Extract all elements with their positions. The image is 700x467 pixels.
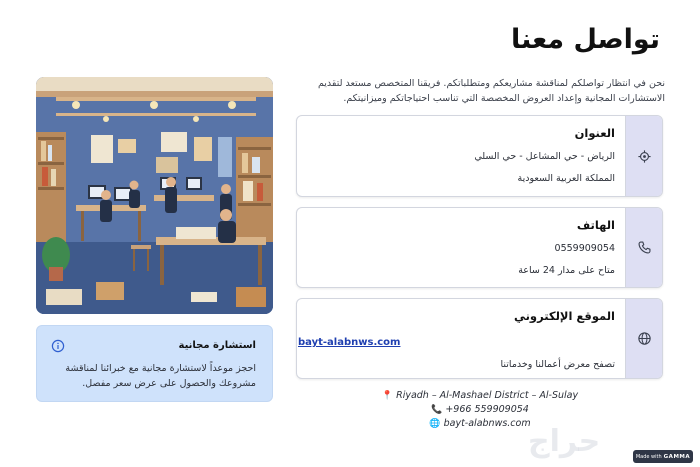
footer-address-line	[380, 389, 580, 403]
made-with-gamma-badge[interactable]	[633, 450, 693, 463]
address-line-1: الرياض - حي المشاعل - حي السلي	[474, 151, 615, 162]
badge-brand: GAMMA	[663, 453, 691, 460]
footer-phone-line	[380, 403, 580, 417]
address-title: العنوان	[574, 126, 615, 140]
consultation-title: استشارة مجانية	[178, 339, 256, 351]
footer-phone[interactable]: +966 559909054	[445, 404, 529, 415]
footer-address: Riyadh – Al-Mashael District – Al-Sulay	[396, 390, 579, 401]
phone-icon	[625, 208, 662, 287]
telephone-icon: 📞	[431, 405, 443, 415]
badge-prefix: Made with	[635, 453, 662, 460]
phone-availability: متاح على مدار 24 ساعة	[518, 265, 615, 276]
website-card	[296, 298, 663, 379]
phone-title: الهاتف	[576, 218, 615, 232]
phone-card	[296, 207, 663, 288]
location-icon	[625, 116, 662, 196]
globe-icon	[625, 299, 662, 378]
haraj-watermark: حراج	[528, 424, 601, 459]
consultation-text: احجز موعداً لاستشارة مجانية مع خبرائنا لمناقشة مشروعك والحصول على عرض سعر مفصل.	[65, 363, 256, 389]
workshop-illustration	[36, 77, 273, 314]
address-card	[296, 115, 663, 197]
free-consultation-box	[36, 325, 273, 402]
phone-number[interactable]: 0559909054	[554, 243, 615, 254]
intro-paragraph: نحن في انتظار تواصلكم لمناقشة مشاريعكم ومتطلباتكم. فريقنا المتخصص مستعد لتقديم الاستشارات المجانية وإعداد العروض المخصصة التي تناسب احتياجاتكم وميزانيتكم.	[317, 78, 665, 104]
website-title: الموقع الإلكتروني	[513, 309, 615, 323]
page-title: تواصل معنا	[510, 24, 660, 55]
website-description: تصفح معرض أعمالنا وخدماتنا	[500, 359, 615, 370]
info-icon	[51, 338, 65, 352]
footer-website[interactable]: bayt-alabnws.com	[443, 418, 531, 429]
website-link[interactable]: bayt-alabnws.com	[298, 337, 401, 348]
web-icon: 🌐	[429, 419, 441, 429]
pin-icon: 📍	[381, 391, 394, 401]
address-line-2: المملكة العربية السعودية	[517, 173, 615, 184]
